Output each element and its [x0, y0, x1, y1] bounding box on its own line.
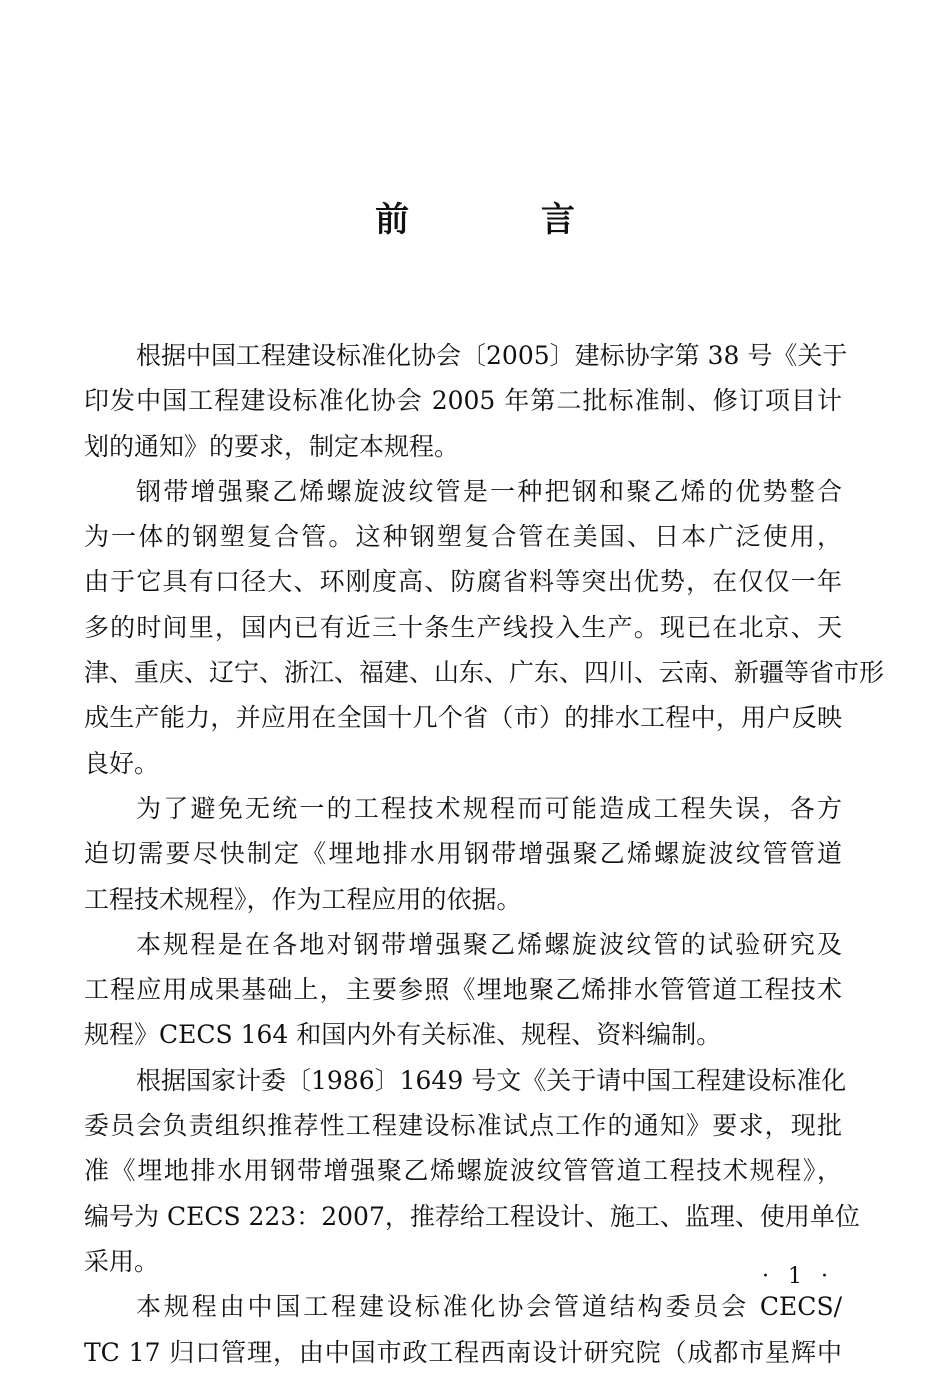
- paragraph-line: 为了避免无统一的工程技术规程而可能造成工程失误，各方: [136, 793, 842, 823]
- page-number: · 1 ·: [762, 1264, 834, 1289]
- paragraph-line: 成生产能力，并应用在全国十几个省（市）的排水工程中，用户反映: [84, 703, 842, 733]
- paragraph-line: 划的通知》的要求，制定本规程。: [84, 431, 460, 461]
- paragraph-line: 印发中国工程建设标准化协会 2005 年第二批标准制、修订项目计: [84, 386, 842, 416]
- paragraph-line: 工程应用成果基础上，主要参照《埋地聚乙烯排水管管道工程技术: [84, 975, 842, 1005]
- paragraph-line: 根据国家计委〔1986〕1649 号文《关于请中国工程建设标准化: [136, 1065, 847, 1095]
- paragraph-line: 钢带增强聚乙烯螺旋波纹管是一种把钢和聚乙烯的优势整合: [136, 476, 842, 506]
- paragraph-line: 委员会负责组织推荐性工程建设标准试点工作的通知》要求，现批: [84, 1111, 842, 1141]
- page-title: 前 言: [375, 200, 635, 240]
- paragraph-line: 编号为 CECS 223：2007，推荐给工程设计、施工、监理、使用单位: [84, 1201, 860, 1231]
- paragraph-line: 多的时间里，国内已有近三十条生产线投入生产。现已在北京、天: [84, 612, 842, 642]
- paragraph-line: TC 17 归口管理，由中国市政工程西南设计研究院（成都市星辉中: [84, 1337, 842, 1367]
- paragraph-line: 根据中国工程建设标准化协会〔2005〕建标协字第 38 号《关于: [136, 341, 848, 370]
- paragraph-line: 准《埋地排水用钢带增强聚乙烯螺旋波纹管管道工程技术规程》，: [84, 1156, 842, 1186]
- paragraph-line: 良好。: [84, 748, 160, 778]
- paragraph-line: 工程技术规程》，作为工程应用的依据。: [84, 884, 522, 914]
- paragraph-line: 为一体的钢塑复合管。这种钢塑复合管在美国、日本广泛使用，: [84, 522, 842, 552]
- body-text: [84, 333, 885, 1375]
- paragraph-line: 由于它具有口径大、环刚度高、防腐省料等突出优势，在仅仅一年: [84, 567, 842, 597]
- paragraph-line: 规程》CECS 164 和国内外有关标准、规程、资料编制。: [84, 1020, 722, 1050]
- paragraph-line: 本规程是在各地对钢带增强聚乙烯螺旋波纹管的试验研究及: [136, 929, 842, 959]
- paragraph-line: 采用。: [84, 1246, 160, 1276]
- paragraph-line: 津、重庆、辽宁、浙江、福建、山东、广东、四川、云南、新疆等省市形: [84, 658, 885, 688]
- paragraph-line: 迫切需要尽快制定《埋地排水用钢带增强聚乙烯螺旋波纹管管道: [84, 839, 842, 869]
- paragraph-line: 本规程由中国工程建设标准化协会管道结构委员会 CECS/: [136, 1292, 842, 1322]
